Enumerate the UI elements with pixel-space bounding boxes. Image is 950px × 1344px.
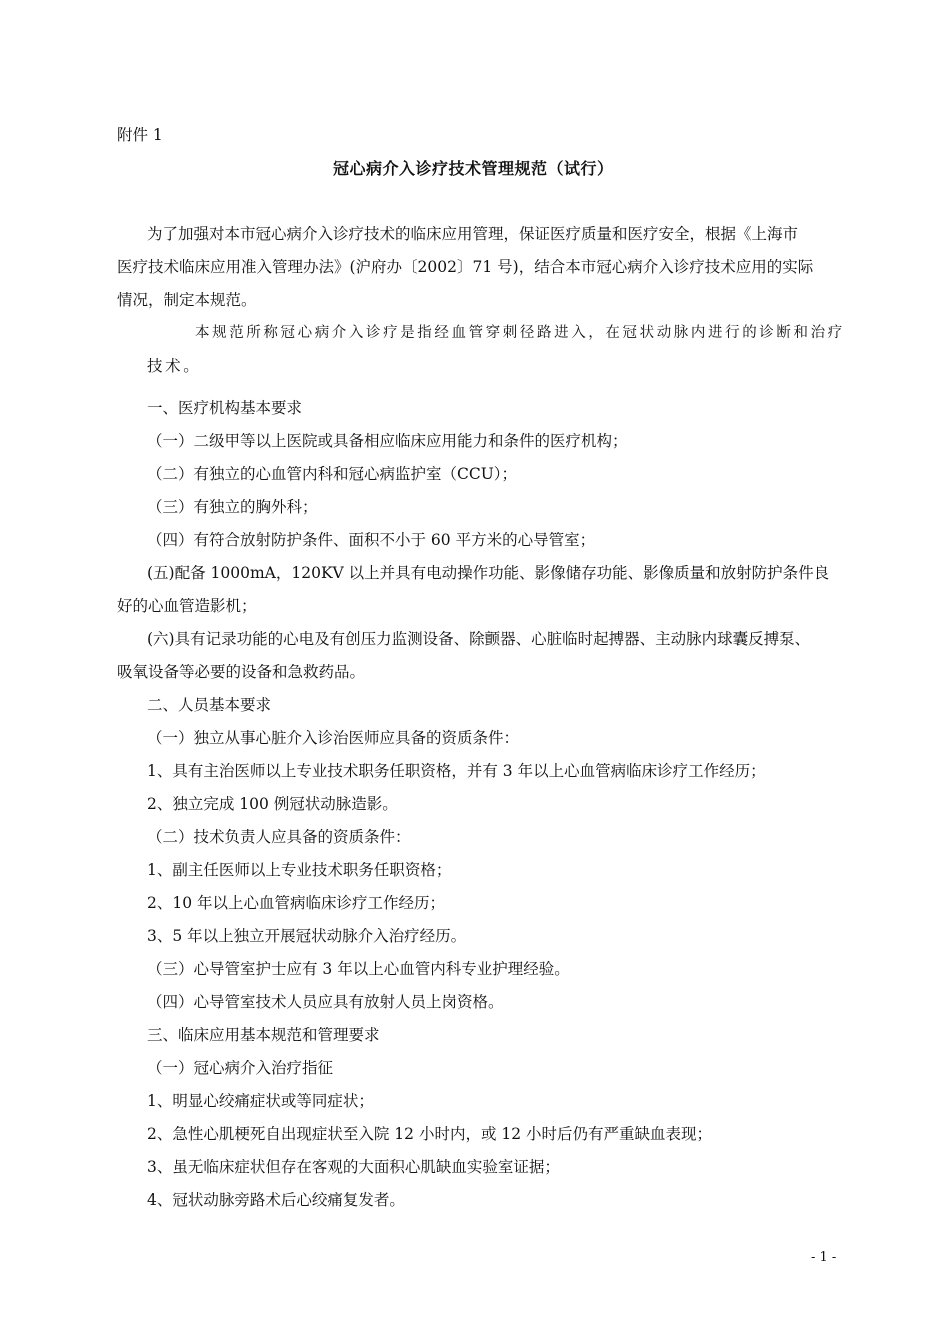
section-1-heading: 一、医疗机构基本要求 xyxy=(147,399,303,417)
intro-paragraph-2-line-1: 本规范所称冠心病介入诊疗是指经血管穿刺径路进入，在冠状动脉内进行的诊断和治疗 xyxy=(195,325,845,341)
section-1-item-4: （四）有符合放射防护条件、面积不小于 60 平方米的心导管室； xyxy=(147,531,596,549)
section-2-sub-2: （二）技术负责人应具备的资质条件： xyxy=(147,828,411,846)
section-3-sub-1-item-2: 2、急性心肌梗死自出现症状至入院 12 小时内，或 12 小时后仍有严重缺血表现； xyxy=(147,1125,713,1143)
section-1-item-2: （二）有独立的心血管内科和冠心病监护室（CCU）； xyxy=(147,465,518,483)
attachment-label: 附件 1 xyxy=(117,126,163,144)
section-1-item-6-line-1: (六)具有记录功能的心电及有创压力监测设备、除颤器、心脏临时起搏器、主动脉内球囊反搏泵、 xyxy=(147,630,811,648)
section-2-sub-1-item-2: 2、独立完成 100 例冠状动脉造影。 xyxy=(147,795,398,813)
section-2-sub-2-item-2: 2、10 年以上心血管病临床诊疗工作经历； xyxy=(147,894,446,912)
intro-paragraph-1-line-1: 为了加强对本市冠心病介入诊疗技术的临床应用管理，保证医疗质量和医疗安全，根据《上海市 xyxy=(147,225,799,243)
section-2-heading: 二、人员基本要求 xyxy=(147,696,272,714)
section-2-sub-2-item-3: 3、5 年以上独立开展冠状动脉介入治疗经历。 xyxy=(147,927,467,945)
section-3-sub-1-item-3: 3、虽无临床症状但存在客观的大面积心肌缺血实验室证据； xyxy=(147,1158,560,1176)
section-2-sub-4: （四）心导管室技术人员应具有放射人员上岗资格。 xyxy=(147,993,504,1011)
section-3-heading: 三、临床应用基本规范和管理要求 xyxy=(147,1026,380,1044)
section-1-item-6-line-2: 吸氧设备等必要的设备和急救药品。 xyxy=(117,663,366,681)
section-1-item-1: （一）二级甲等以上医院或具备相应临床应用能力和条件的医疗机构； xyxy=(147,432,628,450)
intro-paragraph-1-line-2: 医疗技术临床应用准入管理办法》(沪府办〔2002〕71 号)，结合本市冠心病介入诊疗技术应用的实际 xyxy=(117,258,814,276)
intro-paragraph-2-line-2: 技术。 xyxy=(147,357,202,375)
section-3-sub-1-item-1: 1、明显心绞痛症状或等同症状； xyxy=(147,1092,374,1110)
section-2-sub-1: （一）独立从事心脏介入诊治医师应具备的资质条件： xyxy=(147,729,520,747)
section-1-item-5-line-2: 好的心血管造影机； xyxy=(117,597,257,615)
section-2-sub-2-item-1: 1、副主任医师以上专业技术职务任职资格； xyxy=(147,861,452,879)
document-title: 冠心病介入诊疗技术管理规范（试行） xyxy=(333,159,614,178)
intro-paragraph-1-line-3: 情况，制定本规范。 xyxy=(117,291,257,309)
section-2-sub-1-item-1: 1、具有主治医师以上专业技术职务任职资格，并有 3 年以上心血管病临床诊疗工作经历； xyxy=(147,762,766,780)
section-2-sub-3: （三）心导管室护士应有 3 年以上心血管内科专业护理经验。 xyxy=(147,960,570,978)
page-number: - 1 - xyxy=(811,1250,837,1265)
section-1-item-3: （三）有独立的胸外科； xyxy=(147,498,318,516)
section-3-sub-1-item-4: 4、冠状动脉旁路术后心绞痛复发者。 xyxy=(147,1191,405,1209)
section-1-item-5-line-1: (五)配备 1000mA，120KV 以上并具有电动操作功能、影像储存功能、影像质量和放射防护条件良 xyxy=(147,564,830,582)
section-3-sub-1: （一）冠心病介入治疗指征 xyxy=(147,1059,334,1077)
